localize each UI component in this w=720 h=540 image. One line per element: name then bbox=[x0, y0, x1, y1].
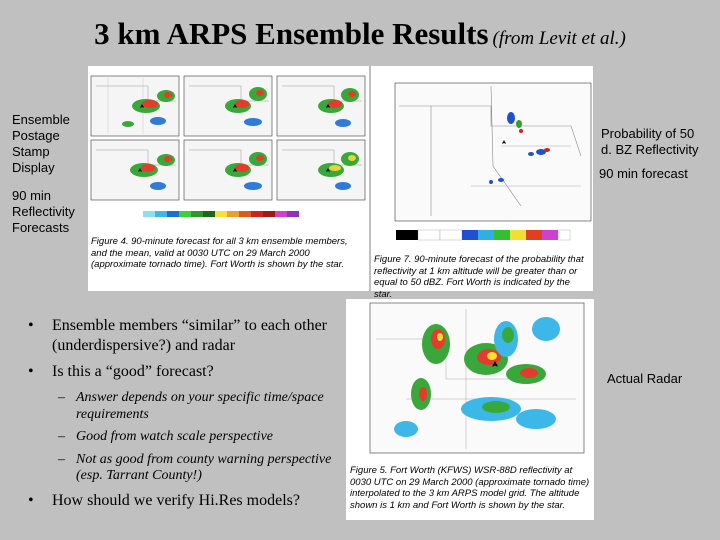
sub-bullet-item bbox=[58, 429, 348, 446]
label-postage-stamp: Ensemble Postage Stamp Display bbox=[12, 112, 70, 175]
sub-bullet-text: Good from watch scale perspective bbox=[76, 429, 273, 444]
panel-member-4 bbox=[184, 140, 272, 200]
title-source: (from Levit et al.) bbox=[492, 28, 626, 49]
figure-7-caption: Figure 7. 90-minute forecast of the probability that reflectivity at 1 km altitude will be greater than or equal to 50 dBZ. Fort Worth is indicated by the star. bbox=[374, 254, 584, 300]
bullet-text: How should we verify Hi.Res models? bbox=[52, 491, 300, 509]
figure-7-probability bbox=[371, 66, 593, 300]
panel-member-1 bbox=[184, 76, 272, 136]
sub-bullet-list bbox=[58, 390, 348, 485]
bullet-item bbox=[28, 316, 348, 356]
colorbar-reflectivity bbox=[143, 211, 299, 217]
panel-member-3 bbox=[91, 140, 179, 200]
label-reflectivity-forecasts: 90 min Reflectivity Forecasts bbox=[12, 188, 75, 235]
sub-bullet-text: Not as good from county warning perspective (esp. Tarrant County!) bbox=[76, 451, 332, 483]
bullet-text: Is this a “good” forecast? bbox=[52, 363, 214, 380]
bullet-glyph: • bbox=[28, 317, 34, 334]
dash-glyph: – bbox=[58, 451, 65, 467]
panel-member-2 bbox=[277, 76, 365, 136]
slide-title bbox=[0, 16, 720, 52]
figure-4-postage-stamps bbox=[88, 66, 369, 291]
panel-mean bbox=[277, 140, 365, 200]
bullet-item bbox=[28, 362, 348, 382]
figure-4-caption: Figure 4. 90-minute forecast for all 3 km ensemble members, and the mean, valid at 0030 UTC on 29 March 2000 (approximate tornado time). Fort Worth is shown by the star. bbox=[91, 236, 348, 270]
bullet-glyph: • bbox=[28, 491, 34, 509]
figure-5-caption: Figure 5. Fort Worth (KFWS) WSR-88D reflectivity at 0030 UTC on 29 March 2000 (approximate tornado time) interpolated to the 3 km ARPS model grid. The altitude shown is 1 km and Fort Worth is shown by the star. bbox=[350, 465, 590, 511]
sub-bullet-text: Answer depends on your specific time/space requirements bbox=[76, 390, 324, 422]
sub-bullet-item bbox=[58, 390, 348, 423]
colorbar-probability bbox=[396, 230, 570, 240]
bullet-item bbox=[28, 491, 348, 511]
bullet-glyph: • bbox=[28, 363, 34, 380]
figure-5-actual-radar bbox=[346, 299, 594, 520]
label-90min-forecast: 90 min forecast bbox=[599, 166, 688, 181]
label-actual-radar: Actual Radar bbox=[607, 371, 683, 386]
bullet-text: Ensemble members “similar” to each other (underdispersive?) and radar bbox=[52, 317, 328, 354]
dash-glyph: – bbox=[58, 390, 65, 405]
sub-bullet-item bbox=[58, 452, 348, 485]
title-main: 3 km ARPS Ensemble Results bbox=[94, 16, 489, 51]
panel-control bbox=[91, 76, 179, 136]
dash-glyph: – bbox=[58, 429, 65, 444]
label-probability: Probability of 50 d. BZ Reflectivity bbox=[601, 126, 699, 157]
bullet-list bbox=[28, 316, 348, 517]
